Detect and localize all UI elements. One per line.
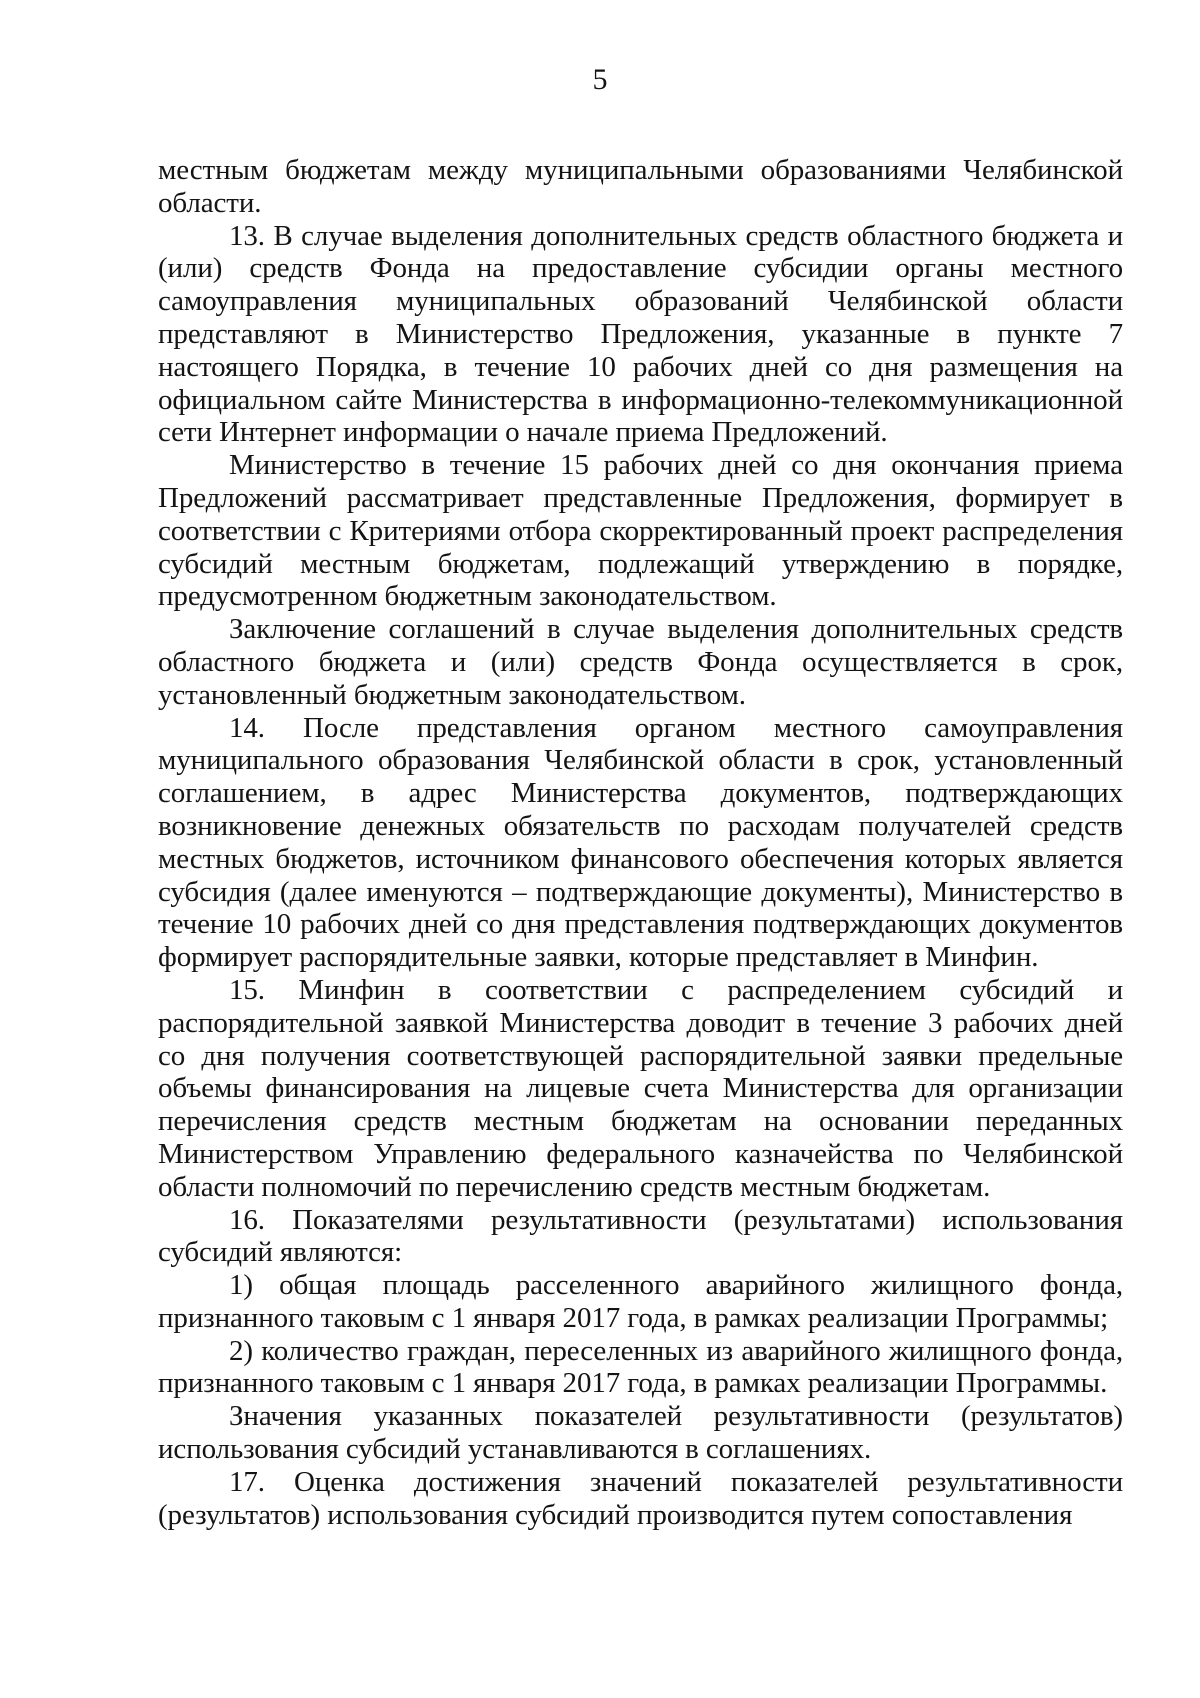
paragraph-item-15: 15. Минфин в соответствии с распределением субсидий и распорядительной заявкой Министерства доводит в течение 3 рабочих дней со дня получения соответствующей распорядительной заявки предельные объемы финансирования на лицевые счета Министерства для организации перечисления средств местным бюджетам на основании переданных Министерством Управлению федерального казначейства по Челябинской области полномочий по перечислению средств местным бюджетам. xyxy=(158,973,1123,1203)
paragraph-item-17: 17. Оценка достижения значений показателей результативности (результатов) использования субсидий производится путем сопоставления xyxy=(158,1465,1123,1531)
paragraph-indicator-values: Значения указанных показателей результативности (результатов) использования субсидий устанавливаются в соглашениях. xyxy=(158,1400,1123,1466)
paragraph-indicator-2: 2) количество граждан, переселенных из аварийного жилищного фонда, признанного таковым с 1 января 2017 года, в рамках реализации Программы. xyxy=(158,1334,1123,1400)
page-number: 5 xyxy=(592,63,608,96)
paragraph-indicator-1: 1) общая площадь расселенного аварийного жилищного фонда, признанного таковым с 1 января 2017 года, в рамках реализации Программы; xyxy=(158,1269,1123,1334)
paragraph-item-13: 13. В случае выделения дополнительных средств областного бюджета и (или) средств Фонда на предоставление субсидии органы местного самоуправления муниципальных образований Челябинской области представляют в Министерство Предложения, указанные в пункте 7 настоящего Порядка, в течение 10 рабочих дней со дня размещения на официальном сайте Министерства в информационно-телекоммуникационной сети Интернет информации о начале приема Предложений. xyxy=(158,219,1123,449)
paragraph-item-14: 14. После представления органом местного самоуправления муниципального образования Челябинской области в срок, установленный соглашением, в адрес Министерства документов, подтверждающих возникновение денежных обязательств по расходам получателей средств местных бюджетов, источником финансового обеспечения которых является субсидия (далее именуются – подтверждающие документы), Министерство в течение 10 рабочих дней со дня представления подтверждающих документов формирует распорядительные заявки, которые представляет в Минфин. xyxy=(158,711,1123,974)
paragraph-agreements: Заключение соглашений в случае выделения дополнительных средств областного бюджета и (или) средств Фонда осуществляется в срок, установленный бюджетным законодательством. xyxy=(158,613,1123,711)
paragraph-item-16: 16. Показателями результативности (результатами) использования субсидий являются: xyxy=(158,1203,1123,1269)
paragraph-continuation: местным бюджетам между муниципальными образованиями Челябинской области. xyxy=(158,154,1123,219)
document-body xyxy=(158,154,1123,1531)
paragraph-ministry-review: Министерство в течение 15 рабочих дней со дня окончания приема Предложений рассматривает представленные Предложения, формирует в соответствии с Критериями отбора скорректированный проект распределения субсидий местным бюджетам, подлежащий утверждению в порядке, предусмотренном бюджетным законодательством. xyxy=(158,449,1123,613)
